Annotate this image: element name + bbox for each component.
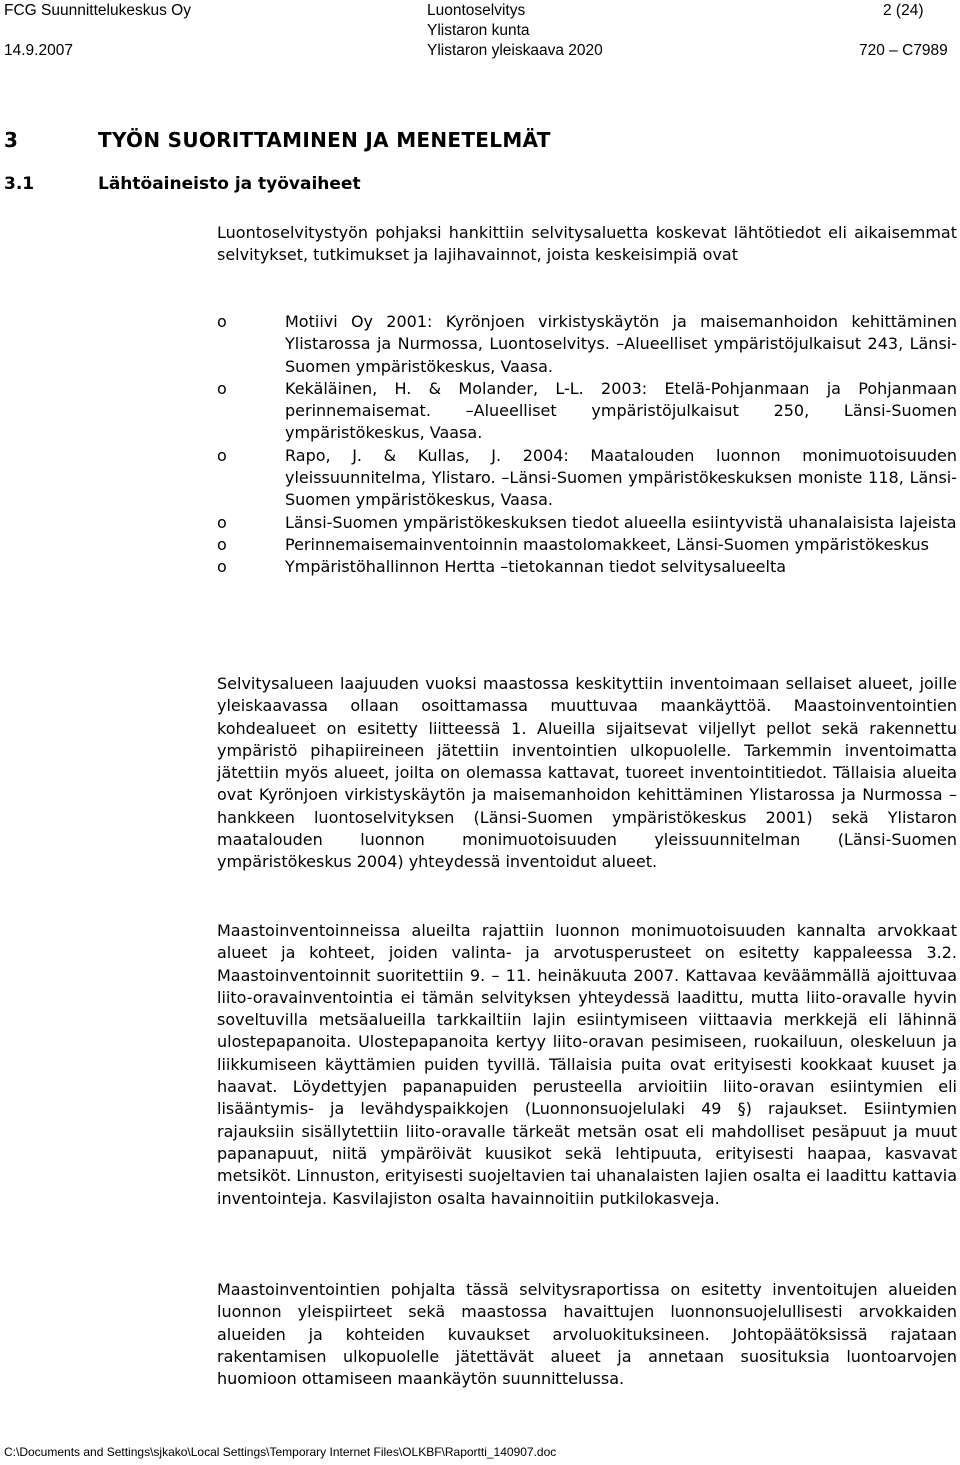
paragraph-fieldwork: Maastoinventoinneissa alueilta rajattiin luonnon monimuotoisuuden kannalta arvokkaat alueet ja kohteet, joiden valinta- ja arvotusperusteet on esitetty kappaleessa 3.2. Maastoinventoinnit suoritettiin 9. – 11. heinäkuuta 2007. Kattavaa keväämmällä ajoittuvaa liito-oravainventointia ei tämän selvityksen yhteydessä laadittu, mutta liito-oravalle hyvin soveltuvilla metsäalueilla tarkkailtiin lajin esiintymiseen viittaavia merkkejä eli lähinnä ulostepapanoita. Ulostepapanoita kertyy liito-oravan pesimiseen, ruokailuun, oleskeluun ja liikkumiseen käyttämien puiden tyvillä. Tällaisia puita ovat erityisesti kookkaat kuuset ja haavat. Löydettyjen papanapuiden perusteella arvioitiin liito-oravan esiintymien eli lisääntymis- ja levähdyspaikkojen (Luonnonsuojelulaki 49 §) rajaukset. Esiintymien rajauksiin sisällytettiin liito-oravalle tärkeät metsän osat eli mahdolliset pesäpuut ja muut papanapuut, niitä ympäröivät kuusikot sekä lehtipuuta, erityisesti haapaa, kasvavat metsiköt. Linnuston, erityisesti suojeltavien tai uhanalaisten lajien osalta ei laadittu kattavia inventointeja. Kasvilajiston osalta havainnoitiin putkilokasveja. — [217, 921, 957, 1208]
list-item — [217, 378, 957, 445]
bullet-marker: o — [217, 378, 227, 398]
bullet-marker: o — [217, 512, 227, 532]
bullet-marker: o — [217, 534, 227, 554]
header-municipality: Ylistaron kunta — [427, 22, 530, 39]
section-heading — [4, 128, 551, 152]
list-item-text: Rapo, J. & Kullas, J. 2004: Maatalouden luonnon monimuotoisuuden yleissuunnitelma, Ylistaro. –Länsi-Suomen ympäristökeskuksen moniste 118, Länsi-Suomen ympäristökeskus, Vaasa. — [285, 445, 957, 510]
header-project-code: 720 – C7989 — [859, 42, 948, 59]
list-item — [217, 445, 957, 512]
section-title: TYÖN SUORITTAMINEN JA MENETELMÄT — [98, 128, 551, 152]
header-report-type: Luontoselvitys — [427, 2, 526, 19]
header-date: 14.9.2007 — [4, 42, 73, 59]
list-item-text: Ympäristöhallinnon Hertta –tietokannan tiedot selvitysalueelta — [285, 557, 787, 577]
list-item — [217, 512, 957, 534]
bullet-marker: o — [217, 445, 227, 465]
subsection-title: Lähtöaineisto ja työvaiheet — [98, 174, 361, 194]
header-page-number: 2 (24) — [883, 2, 924, 19]
intro-paragraph: Luontoselvitystyön pohjaksi hankittiin selvitysaluetta koskevat lähtötiedot eli aikaisemmat selvitykset, tutkimukset ja lajihavainnot, joista keskeisimpiä ovat — [217, 223, 957, 265]
list-item-text: Länsi-Suomen ympäristökeskuksen tiedot alueella esiintyvistä uhanalaisista lajeista — [285, 512, 957, 532]
footer-file-path: C:\Documents and Settings\sjkako\Local Settings\Temporary Internet Files\OLKBF\Raportti_140907.doc — [4, 1445, 557, 1459]
bullet-marker: o — [217, 557, 227, 577]
list-item — [217, 311, 957, 378]
header-company: FCG Suunnittelukeskus Oy — [4, 2, 191, 19]
paragraph-scope: Selvitysalueen laajuuden vuoksi maastossa keskityttiin inventoimaan sellaiset alueet, joille yleiskaavassa ollaan osoittamassa muuttuvaa maankäyttöä. Maastoinventointien kohdealueet on esitetty liitteessä 1. Alueilla sijaitsevat viljellyt pellot sekä rakennettu ympäristö pihapiireineen jätettiin inventointien ulkopuolelle. Tarkemmin inventoimatta jätettiin myös alueet, joilta on olemassa kattavat, tuoreet inventointitiedot. Tällaisia alueita ovat Kyrönjoen virkistyskäytön ja maisemanhoidon kehittäminen Ylistarossa ja Nurmossa – hankkeen luontoselvityksen (Länsi-Suomen ympäristökeskus 2001) sekä Ylistaron maatalouden luonnon monimuotoisuuden yleissuunnitelman (Länsi-Suomen ympäristökeskus 2004) yhteydessä inventoidut alueet. — [217, 674, 957, 872]
subsection-heading — [4, 174, 361, 194]
list-item-text: Perinnemaisemainventoinnin maastolomakkeet, Länsi-Suomen ympäristökeskus — [285, 534, 930, 554]
section-number: 3 — [4, 128, 19, 152]
list-item — [217, 534, 957, 556]
paragraph-report-content: Maastoinventointien pohjalta tässä selvitysraportissa on esitetty inventoitujen alueiden luonnon yleispiirteet sekä maastossa havaittujen luonnonsuojelullisesti arvokkaiden alueiden ja kohteiden kuvaukset arvoluokituksineen. Johtopäätöksissä rajataan rakentamisen ulkopuolelle jätettävät alueet ja annetaan suosituksia luontoarvojen huomioon ottamiseen maankäytön suunnittelussa. — [217, 1280, 957, 1389]
header-plan: Ylistaron yleiskaava 2020 — [427, 42, 603, 59]
source-list — [217, 311, 957, 579]
list-item-text: Kekäläinen, H. & Molander, L-L. 2003: Etelä-Pohjanmaan ja Pohjanmaan perinnemaisemat. –Alueelliset ympäristöjulkaisut 250, Länsi-Suomen ympäristökeskus, Vaasa. — [285, 378, 957, 443]
list-item — [217, 556, 957, 578]
subsection-number: 3.1 — [4, 174, 35, 194]
bullet-marker: o — [217, 312, 227, 331]
list-item-text: Motiivi Oy 2001: Kyrönjoen virkistyskäytön ja maisemanhoidon kehittäminen Ylistarossa ja Nurmossa, Luontoselvitys. –Alueelliset ympäristöjulkaisut 243, Länsi-Suomen ympäristökeskus, Vaasa. — [285, 312, 957, 376]
